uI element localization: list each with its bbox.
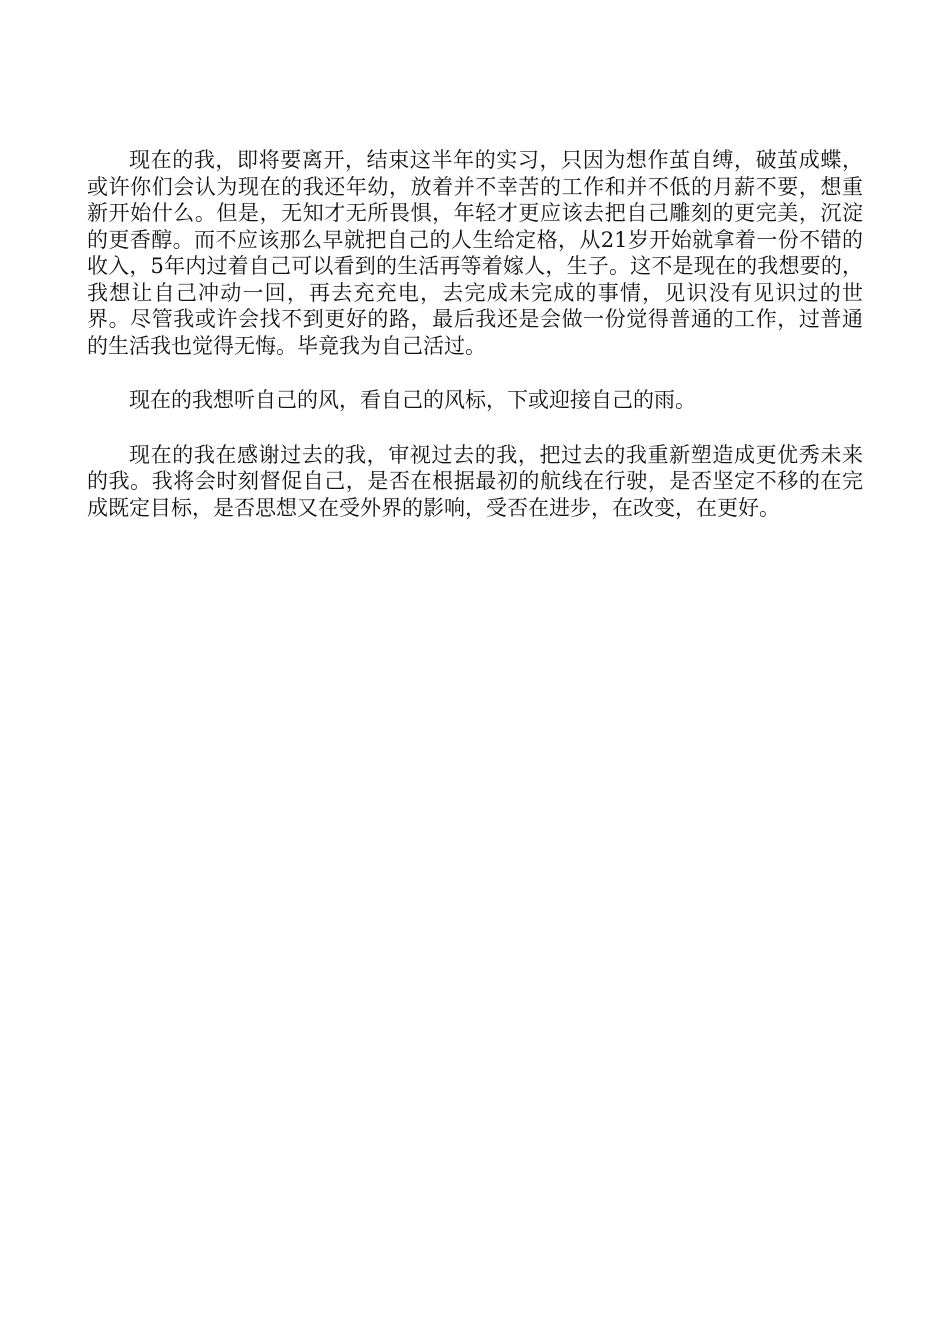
paragraph-1: 现在的我，即将要离开，结束这半年的实习，只因为想作茧自缚，破茧成蝶，或许你们会认为现在的我还年幼，放着并不幸苦的工作和并不低的月薪不要，想重新开始什么。但是，无知才无所畏惧，年轻才更应该去把自己雕刻的更完美，沉淀的更香醇。而不应该那么早就把自己的人生给定格，从21岁开始就拿着一份不错的收入，5年内过着自己可以看到的生活再等着嫁人，生子。这不是现在的我想要的，我想让自己冲动一回，再去充充电，去完成未完成的事情，见识没有见识过的世界。尽管我或许会找不到更好的路，最后我还是会做一份觉得普通的工作，过普通的生活我也觉得无悔。毕竟我为自己活过。: [87, 148, 863, 358]
paragraph-2: 现在的我想听自己的风，看自己的风标，下或迎接自己的雨。: [129, 388, 696, 412]
paragraph-3: 现在的我在感谢过去的我，审视过去的我，把过去的我重新塑造成更优秀未来的我。我将会时刻督促自己，是否在根据最初的航线在行驶，是否坚定不移的在完成既定目标，是否思想又在受外界的影响，受否在进步，在改变，在更好。: [87, 442, 863, 520]
document-body: [87, 147, 863, 549]
